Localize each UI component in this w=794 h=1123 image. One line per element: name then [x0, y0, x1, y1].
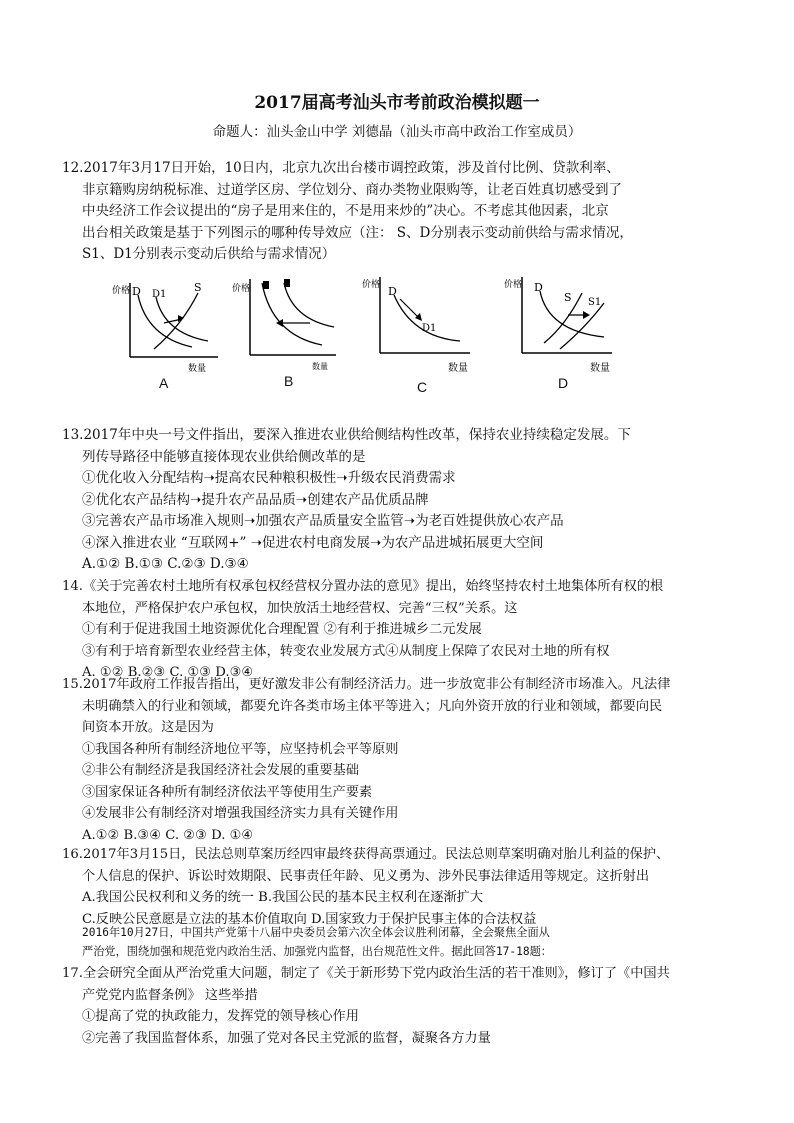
q13-line: 列传导路径中能够直接体现农业供给侧改革的是: [82, 448, 366, 465]
graph-c-option: C: [417, 379, 428, 395]
q14-answers: A. ①② B.②③ C. ①③ D.③④: [82, 665, 254, 680]
q17-option: ①提高了党的执政能力，发挥党的领导核心作用: [82, 1009, 359, 1024]
passage-intro: [82, 923, 752, 961]
graph-a-label-d1: D1: [152, 289, 167, 300]
graph-a-option: A: [159, 375, 169, 391]
q13-answers: A.①② B.①③ C.②③ D.③④: [82, 556, 249, 572]
q15-option: ②非公有制经济是我国经济社会发展的重要基础: [82, 763, 359, 778]
q15-option: ①我国各种所有制经济地位平等，应坚持机会平等原则: [82, 741, 399, 757]
graph-c-label-d: D: [388, 285, 397, 298]
question-12: [62, 158, 742, 266]
graph-c: [362, 275, 472, 375]
question-15: [62, 674, 752, 846]
q13-option: ②优化农产品结构➝提升农产品品质➝创建农产品优质品牌: [82, 491, 429, 508]
q17-line: 产党党内监督条例》 这些举措: [82, 987, 258, 1003]
q15-option: ③国家保证各种所有制经济依法平等使用生产要素: [82, 784, 373, 800]
graph-d-ylabel: 价格: [504, 280, 523, 290]
question-16: [62, 844, 752, 930]
q15-line: 未明确禁入的行业和领域，都要允许各类市场主体平等进入；凡向外资开放的行业和领域，都要向民: [82, 698, 663, 714]
graph-d-label-s1: S1: [588, 297, 602, 308]
q17-option: ②完善了我国监督体系，加强了党对各民主党派的监督，凝聚各方力量: [82, 1030, 491, 1046]
graph-c-ylabel: 价格: [362, 280, 381, 290]
graph-d-label-s: S: [564, 291, 572, 304]
q14-option: ①有利于促进我国土地资源优化合理配置 ②有利于推进城乡二元发展: [82, 622, 482, 637]
graph-d-option: D: [558, 375, 569, 391]
q12-line: 出台相关政策是基于下列图示的哪种传导效应（注： S、D分别表示变动前供给与需求情况，: [82, 224, 633, 241]
q15-answers: A.①② B.③④ C. ②③ D. ①④: [82, 827, 254, 843]
graph-c-xlabel: 数量: [448, 363, 468, 374]
graph-a-xlabel: 数量: [188, 364, 207, 374]
graph-a-ylabel: 价格: [112, 286, 131, 296]
q17-line: 17.全会研究全面从严治党重大问题，制定了《关于新形势下党内政治生活的若干准则》，修订了《中国共: [62, 966, 670, 981]
q14-line: 14.《关于完善农村土地所有权承包权经营权分置办法的意见》提出，始终坚持农村土地集体所有权的根: [62, 579, 664, 594]
graph-d-xlabel: 数量: [590, 363, 610, 374]
graph-c-label-d1: D1: [422, 323, 437, 334]
q13-option: ④深入推进农业 “互联网+” ➝促进农村电商发展➝为农产品进城拓展更大空间: [82, 534, 544, 551]
q15-line: 15.2017年政府工作报告指出，更好激发非公有制经济活力。进一步放宽非公有制经济市场准入。凡法律: [62, 677, 671, 692]
graph-b-ylabel: 价格: [232, 284, 251, 294]
q14-option: ③有利于培育新型农业经营主体，转变农业发展方式④从制度上保障了农民对土地的所有权: [82, 643, 610, 659]
graph-d-label-d: D: [534, 281, 543, 294]
q13-option: ③完善农产品市场准入规则➝加强农产品质量安全监管➝为老百姓提供放心农产品: [82, 513, 564, 529]
q16-option: A.我国公民权利和义务的统一 B.我国公民的基本民主权利在逐渐扩大: [82, 890, 484, 905]
question-17: [62, 963, 752, 1049]
q15-option: ④发展非公有制经济对增强我国经济实力具有关键作用: [82, 806, 399, 821]
q14-line: 本地位，严格保护农户承包权，加快放活土地经营权、完善“三权”关系。这: [82, 600, 518, 616]
page-title: 2017届高考汕头市考前政治模拟题一: [254, 93, 540, 113]
q15-line: 间资本开放。这是因为: [82, 720, 214, 735]
intro-line: 严治党，围绕加强和规范党内政治生活、加强党内监督，出台规范性文件。据此回答17-18题：: [82, 945, 552, 958]
q12-line: 中央经济工作会议提出的“房子是用来住的，不是用来炒的”决心。不考虑其他因素，北京: [82, 203, 609, 219]
question-14: [62, 576, 752, 684]
q13-option: ①优化收入分配结构➝提高农民种粮积极性➝升级农民消费需求: [82, 470, 456, 486]
graph-a-label-s: S: [194, 281, 202, 294]
q16-line: 个人信息的保护、诉讼时效期限、民事责任年龄、见义勇为、涉外民事法律适用等规定。这折射出: [82, 868, 650, 884]
q16-option: C.反映公民意愿是立法的基本价值取向 D.国家致力于保护民事主体的合法权益: [82, 911, 537, 927]
q12-line: 非京籍购房纳税标准、过道学区房、学位划分、商办类物业限购等，让老百姓真切感受到了: [82, 181, 622, 198]
graph-b: [232, 275, 342, 375]
graph-a: [112, 275, 222, 375]
q13-line: 13.2017年中央一号文件指出，要深入推进农业供给侧结构性改革，保持农业持续稳定发展。下: [62, 427, 631, 443]
graph-b-xlabel: 数量: [312, 362, 328, 371]
intro-line: 2016年10月27日，中国共产党第十八届中央委员会第六次全体会议胜利闭幕，全会聚焦全面从: [82, 926, 550, 939]
q12-line: 12.2017年3月17日开始，10日内，北京九次出台楼市调控政策，涉及首付比例、贷款利率、: [62, 160, 620, 176]
q12-line: S1、D1分别表示变动后供给与需求情况）: [82, 246, 336, 262]
question-13: [62, 425, 752, 576]
author-line: 命题人：汕头金山中学 刘德晶（汕头市高中政治工作室成员）: [212, 124, 582, 140]
graph-a-label-d: D: [132, 285, 141, 298]
graph-b-option: B: [284, 373, 294, 389]
q16-line: 16.2017年3月15日，民法总则草案历经四审最终获得高票通过。民法总则草案明确对胎儿利益的保护、: [62, 847, 670, 862]
graph-d: [504, 275, 614, 375]
